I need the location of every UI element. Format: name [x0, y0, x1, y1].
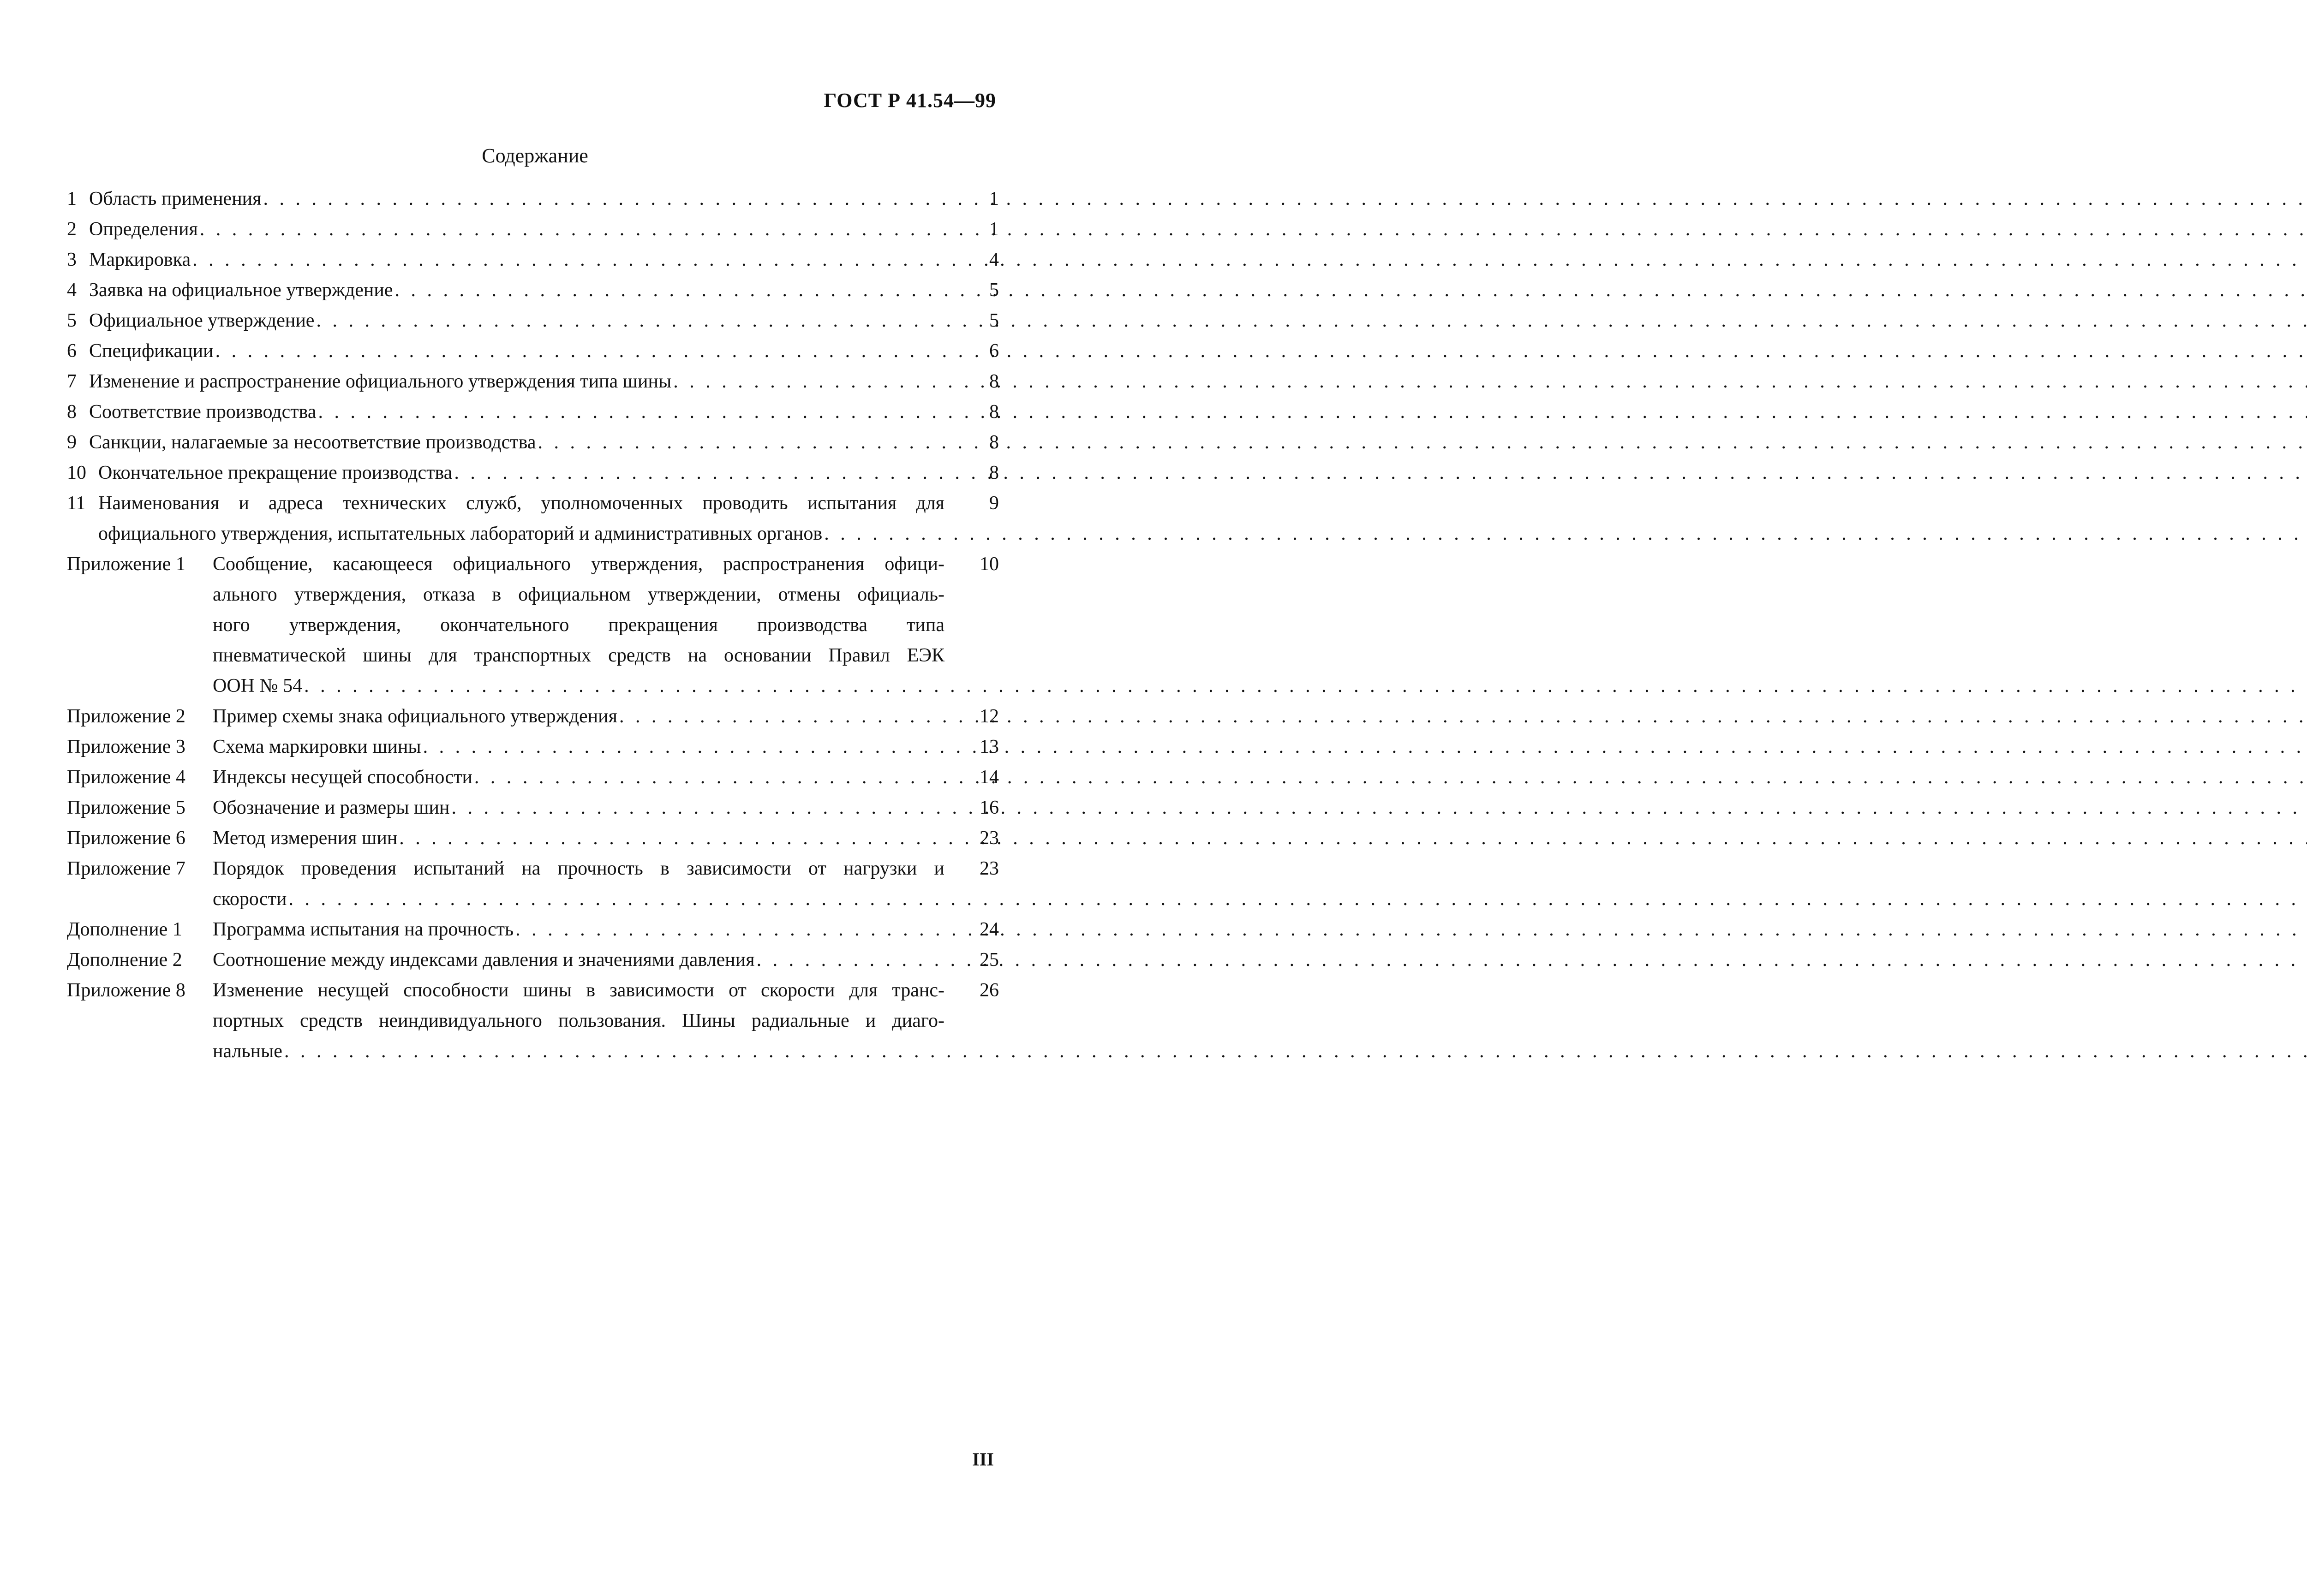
dot-leader — [287, 884, 2307, 914]
entry-last-line — [213, 762, 944, 792]
entry-text — [213, 732, 944, 762]
entry-page-number: 10 — [980, 554, 999, 575]
appendix-label: Приложение 6 — [67, 828, 185, 849]
entry-page-number: 16 — [980, 797, 999, 818]
appendix-label: Приложение 3 — [67, 736, 185, 757]
appendix-label: Приложение 5 — [67, 797, 185, 818]
appendix-label: Дополнение 1 — [67, 919, 182, 940]
toc-entry — [67, 945, 999, 975]
entry-text — [98, 458, 944, 488]
entry-line: Соответствие производства — [89, 401, 317, 423]
dot-leader — [397, 823, 2307, 853]
entry-line: Схема маркировки шины — [213, 736, 421, 757]
entry-page-number: 1 — [989, 219, 999, 240]
entry-line: Соотношение между индексами давления и значениями давления — [213, 949, 755, 971]
entry-text — [213, 975, 944, 1066]
entry-last-line — [98, 458, 944, 488]
entry-text — [89, 214, 944, 244]
document-code: ГОСТ Р 41.54—99 — [824, 89, 996, 112]
entry-line: нальные — [213, 1041, 282, 1062]
toc-entry — [67, 792, 999, 823]
entry-last-line — [213, 945, 944, 975]
dot-leader — [671, 366, 2307, 397]
appendix-label: Приложение 1 — [67, 554, 185, 575]
dot-leader — [421, 732, 2307, 762]
entry-text — [98, 488, 944, 549]
entry-last-line — [89, 214, 944, 244]
entry-text — [213, 823, 944, 853]
entry-text — [89, 184, 944, 214]
dot-leader — [314, 305, 2307, 336]
entry-last-line — [89, 184, 944, 214]
dot-leader — [198, 214, 2307, 244]
toc-title: Содержание — [482, 144, 588, 167]
toc-entry — [67, 244, 999, 275]
entry-text — [213, 701, 944, 732]
section-number: 1 — [67, 188, 77, 209]
entry-line: Заявка на официальное утверждение — [89, 280, 393, 301]
entry-last-line — [213, 701, 944, 732]
toc-entry — [67, 701, 999, 732]
section-number: 2 — [67, 219, 77, 240]
dot-leader — [514, 914, 2307, 945]
entry-text — [89, 427, 944, 458]
appendix-label: Дополнение 2 — [67, 949, 182, 971]
entry-text — [213, 853, 944, 914]
entry-line: Область применения — [89, 188, 262, 209]
entry-line: Наименования и адреса технических служб, уполномоченных проводить испытания для — [98, 493, 944, 514]
entry-last-line — [213, 823, 944, 853]
entry-line: Метод измерения шин — [213, 828, 398, 849]
entry-page-number: 24 — [980, 919, 999, 940]
entry-line: Индексы несущей способности — [213, 767, 472, 788]
page-number: III — [972, 1449, 994, 1470]
dot-leader — [822, 518, 2307, 549]
dot-leader — [393, 275, 2307, 305]
section-number: 3 — [67, 249, 77, 270]
entry-page-number: 8 — [989, 432, 999, 453]
dot-leader — [191, 244, 2307, 275]
entry-line: скорости — [213, 888, 287, 910]
toc-entry — [67, 427, 999, 458]
toc-entry — [67, 336, 999, 366]
section-number: 4 — [67, 280, 77, 301]
entry-last-line — [89, 397, 944, 427]
dot-leader — [617, 701, 2307, 732]
toc-entry — [67, 488, 999, 549]
entry-last-line — [89, 366, 944, 397]
entry-line: Пример схемы знака официального утверждения — [213, 706, 617, 727]
dot-leader — [302, 671, 2307, 701]
dot-leader — [449, 792, 2307, 823]
toc-entry — [67, 549, 999, 701]
toc-entry — [67, 214, 999, 244]
entry-line: ООН № 54 — [213, 675, 303, 697]
entry-page-number: 8 — [989, 462, 999, 483]
entry-last-line — [213, 1036, 944, 1066]
entry-last-line — [213, 671, 944, 701]
toc-entry — [67, 305, 999, 336]
entry-line: Официальное утверждение — [89, 310, 315, 331]
entry-line: Окончательное прекращение производства — [98, 462, 453, 483]
appendix-label: Приложение 4 — [67, 767, 185, 788]
entry-text — [89, 305, 944, 336]
toc-entry — [67, 823, 999, 853]
entry-page-number: 8 — [989, 371, 999, 392]
entry-last-line — [89, 244, 944, 275]
entry-line: Определения — [89, 219, 198, 240]
entry-text — [213, 945, 944, 975]
dot-leader — [214, 336, 2307, 366]
section-number: 5 — [67, 310, 77, 331]
entry-line: Санкции, налагаемые за несоответствие производства — [89, 432, 536, 453]
toc-entry — [67, 184, 999, 214]
entry-page-number: 8 — [989, 401, 999, 423]
entry-line: портных средств неиндивидуального пользования. Шины радиальные и диаго- — [213, 1010, 944, 1031]
entry-line: Обозначение и размеры шин — [213, 797, 450, 818]
entry-line: Изменение несущей способности шины в зависимости от скорости для транс- — [213, 980, 944, 1001]
entry-page-number: 5 — [989, 280, 999, 301]
dot-leader — [317, 397, 2307, 427]
dot-leader — [536, 427, 2307, 458]
toc-entry — [67, 914, 999, 945]
entry-page-number: 12 — [980, 706, 999, 727]
entry-page-number: 6 — [989, 340, 999, 362]
toc-entry — [67, 853, 999, 914]
entry-line: Сообщение, касающееся официального утверждения, распространения офици- — [213, 554, 944, 575]
entry-last-line — [89, 427, 944, 458]
toc-entry — [67, 762, 999, 792]
entry-line: официального утверждения, испытательных лабораторий и административных органов — [98, 523, 823, 544]
entry-text — [213, 914, 944, 945]
entry-last-line — [89, 275, 944, 305]
entry-last-line — [213, 732, 944, 762]
entry-page-number: 13 — [980, 736, 999, 757]
entry-text — [89, 397, 944, 427]
dot-leader — [282, 1036, 2307, 1066]
entry-page-number: 25 — [980, 949, 999, 971]
toc-entry — [67, 366, 999, 397]
entry-line: пневматической шины для транспортных средств на основании Правил ЕЭК — [213, 645, 944, 666]
entry-page-number: 9 — [989, 493, 999, 514]
entry-text — [213, 792, 944, 823]
section-number: 8 — [67, 401, 77, 423]
entry-last-line — [213, 792, 944, 823]
dot-leader — [452, 458, 2307, 488]
entry-page-number: 23 — [980, 858, 999, 879]
entry-page-number: 5 — [989, 310, 999, 331]
section-number: 6 — [67, 340, 77, 362]
appendix-label: Приложение 2 — [67, 706, 185, 727]
entry-last-line — [89, 305, 944, 336]
dot-leader — [261, 184, 2307, 214]
toc-entry — [67, 397, 999, 427]
table-of-contents — [67, 184, 999, 1066]
toc-entry — [67, 975, 999, 1066]
entry-line: ального утверждения, отказа в официальном утверждении, отмены официаль- — [213, 584, 944, 605]
entry-last-line — [98, 518, 944, 549]
entry-last-line — [213, 914, 944, 945]
toc-entry — [67, 275, 999, 305]
entry-last-line — [213, 884, 944, 914]
section-number: 7 — [67, 371, 77, 392]
section-number: 10 — [67, 462, 86, 483]
entry-page-number: 4 — [989, 249, 999, 270]
appendix-label: Приложение 7 — [67, 858, 185, 879]
entry-text — [213, 762, 944, 792]
entry-page-number: 26 — [980, 980, 999, 1001]
entry-page-number: 14 — [980, 767, 999, 788]
entry-text — [89, 275, 944, 305]
entry-text — [89, 244, 944, 275]
entry-text — [213, 549, 944, 701]
toc-entry — [67, 458, 999, 488]
entry-page-number: 1 — [989, 188, 999, 209]
toc-entry — [67, 732, 999, 762]
entry-text — [89, 336, 944, 366]
entry-last-line — [89, 336, 944, 366]
appendix-label: Приложение 8 — [67, 980, 185, 1001]
entry-line: Изменение и распространение официального утверждения типа шины — [89, 371, 672, 392]
entry-text — [89, 366, 944, 397]
entry-line: Порядок проведения испытаний на прочность в зависимости от нагрузки и — [213, 858, 944, 879]
section-number: 11 — [67, 493, 86, 514]
entry-line: Программа испытания на прочность — [213, 919, 514, 940]
entry-line: ного утверждения, окончательного прекращения производства типа — [213, 614, 944, 636]
section-number: 9 — [67, 432, 77, 453]
entry-page-number: 23 — [980, 828, 999, 849]
entry-line: Спецификации — [89, 340, 214, 362]
entry-line: Маркировка — [89, 249, 191, 270]
dot-leader — [472, 762, 2307, 792]
